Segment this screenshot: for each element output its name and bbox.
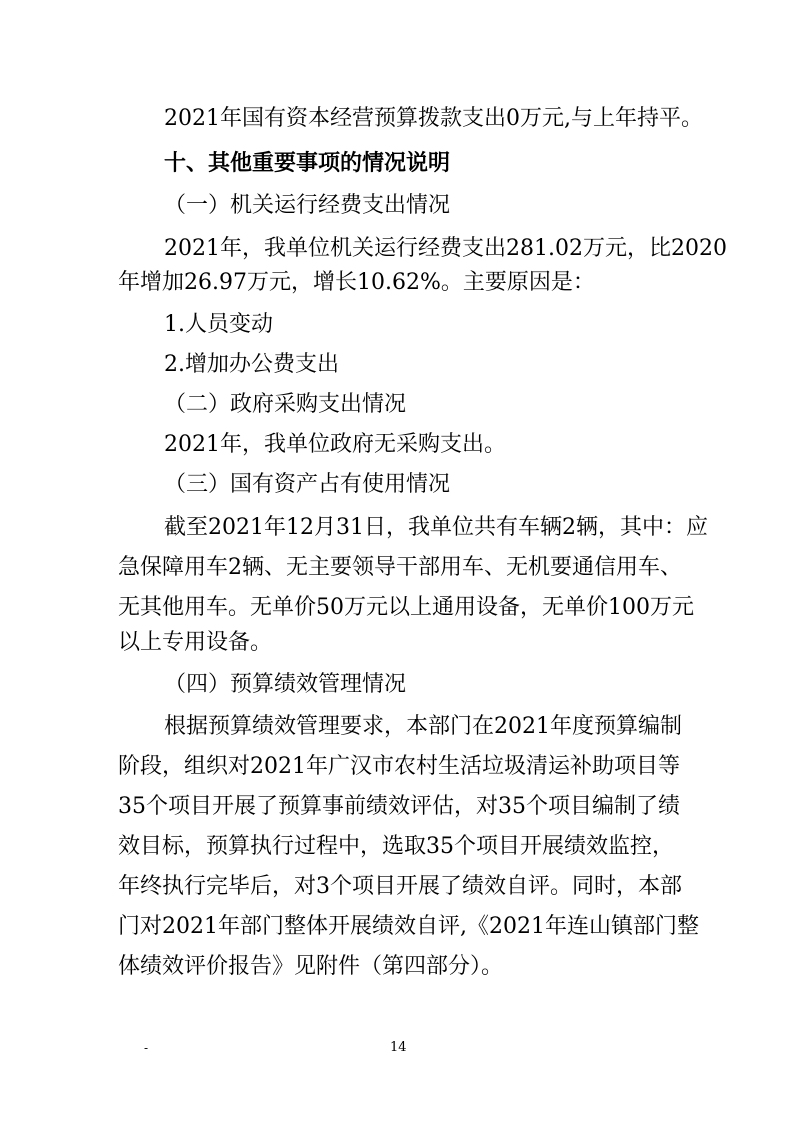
subheading-performance-management: （四）预算绩效管理情况 [164,672,407,697]
paragraph-performance-line-1: 根据预算绩效管理要求，本部门在2021年度预算编制 [164,714,682,739]
paragraph-performance-line-7: 体绩效评价报告》见附件（第四部分）。 [118,954,504,979]
page-number: 14 [390,1040,407,1055]
paragraph-performance-line-2: 阶段，组织对2021年广汉市农村生活垃圾清运补助项目等 [118,754,680,779]
section-heading-other-matters: 十、其他重要事项的情况说明 [164,150,451,176]
paragraph-performance-line-4: 效目标，预算执行过程中，选取35个项目开展绩效监控， [118,834,674,859]
paragraph-operating-expenses-line-2: 年增加26.97万元，增长10.62%。主要原因是： [118,270,595,295]
paragraph-state-capital-budget: 2021年国有资本经营预算拨款支出0万元,与上年持平。 [164,106,703,131]
paragraph-performance-line-5: 年终执行完毕后，对3个项目开展了绩效自评。同时，本部 [118,874,682,899]
paragraph-performance-line-6: 门对2021年部门整体开展绩效自评,《2021年连山镇部门整 [118,914,699,939]
reason-item-2: 2.增加办公费支出 [164,352,339,377]
paragraph-state-assets-line-1: 截至2021年12月31日，我单位共有车辆2辆，其中：应 [164,515,708,540]
subheading-government-procurement: （二）政府采购支出情况 [164,392,407,417]
paragraph-government-procurement: 2021年，我单位政府无采购支出。 [164,432,506,457]
reason-item-1: 1.人员变动 [164,312,273,337]
subheading-operating-expenses: （一）机关运行经费支出情况 [164,193,451,218]
paragraph-operating-expenses-line-1: 2021年，我单位机关运行经费支出281.02万元，比2020 [164,236,727,261]
subheading-state-assets: （三）国有资产占有使用情况 [164,472,451,497]
paragraph-state-assets-line-2: 急保障用车2辆、无主要领导干部用车、无机要通信用车、 [118,555,682,580]
footer-dash: - [144,1041,149,1055]
paragraph-state-assets-line-4: 以上专用设备。 [118,630,273,655]
paragraph-state-assets-line-3: 无其他用车。无单价50万元以上通用设备，无单价100万元 [118,595,694,620]
paragraph-performance-line-3: 35个项目开展了预算事前绩效评估，对35个项目编制了绩 [118,794,680,819]
